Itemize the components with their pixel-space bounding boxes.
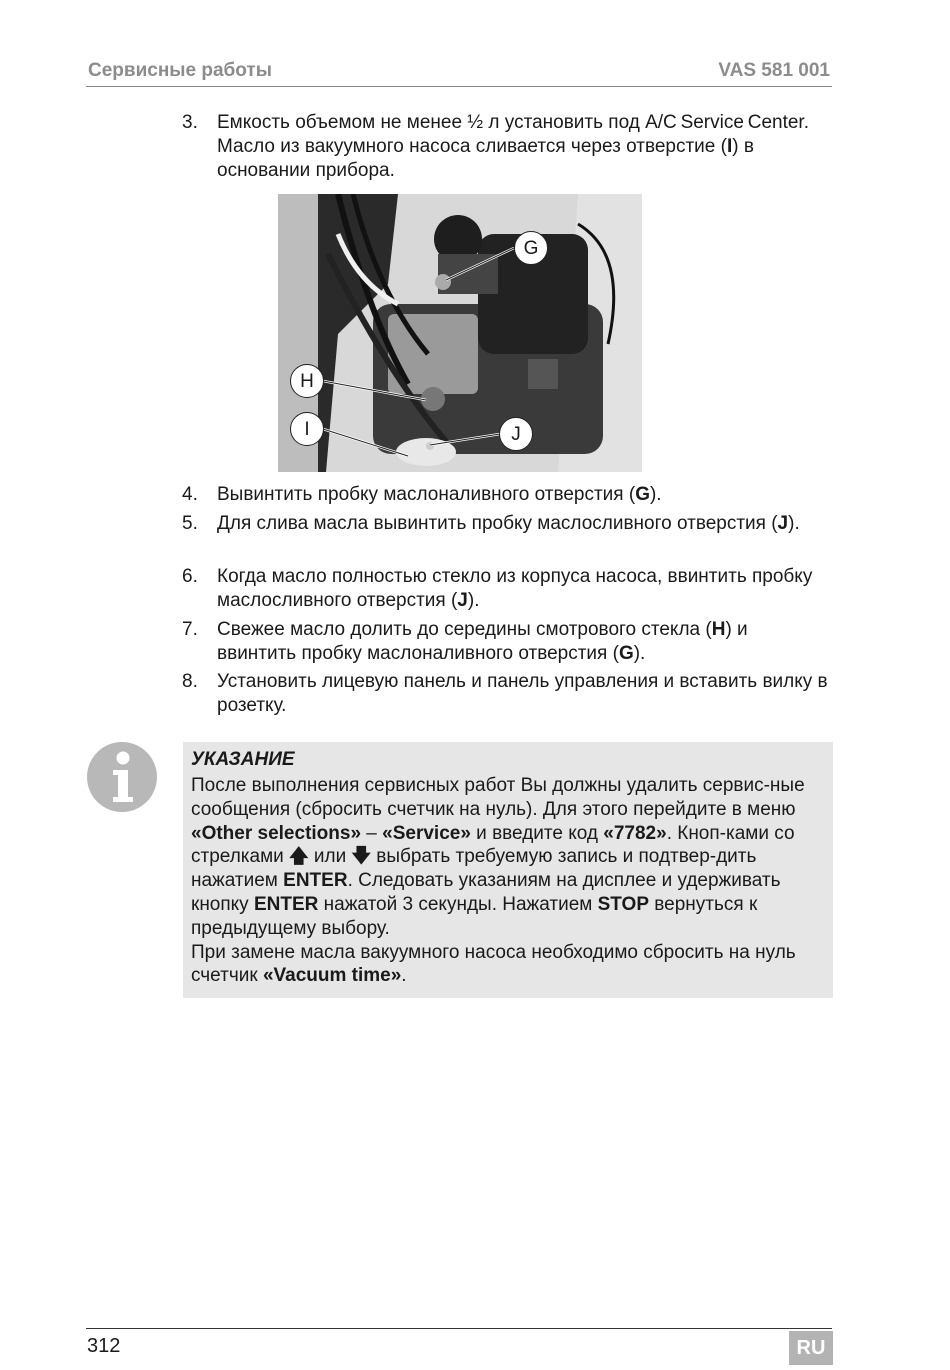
callout-h: H [290,364,324,398]
ref-label: J [777,513,789,534]
note-paragraph: После выполнения сервисных работ Вы должны удалить сервис-ные сообщения (сбросить счетчик на нуль). Для этого перейдите в меню «Other selections» – «Service» и введите код «7782». Кноп-ками со стрелками 🡅 или 🡇 выбрать требуемую запись и подтвер-дить нажатием ENTER. Следовать указаниям на дисплее и удерживать кнопку ENTER нажатой 3 секунды. Нажатием STOP вернуться к предыдущему выбору. [191,775,805,939]
footer-rule [86,1328,832,1329]
step-4 [182,483,832,507]
key-name: STOP [597,893,650,915]
step-text: Установить лицевую панель и панель управления и вставить вилку в розетку. [217,671,828,716]
ref-label: H [711,619,726,640]
page-header [86,60,832,87]
note-title: УКАЗАНИЕ [191,749,295,770]
callout-j: J [499,417,533,451]
service-code: «7782» [603,822,667,844]
step-number: 8. [182,671,198,692]
ref-label: G [618,643,634,664]
note-box [183,742,833,998]
note-text [191,774,827,988]
step-text: Свежее масло долить до середины смотрового стекла (H) и ввинтить пробку маслоналивного отверстия (G). [217,619,748,664]
menu-name: «Service» [382,822,471,844]
arrow-down-icon: 🡇 [351,846,372,868]
section-title: Сервисные работы [88,60,272,81]
step-text: Емкость объемом не менее ½ л установить под A/C Service Center. Масло из вакуумного насоса сливается через отверстие (I) в основании прибора. [217,112,809,181]
language-badge: RU [789,1331,833,1365]
note-paragraph: При замене масла вакуумного насоса необходимо сбросить на нуль счетчик «Vacuum time». [191,941,796,987]
arrow-up-icon: 🡅 [289,846,309,868]
menu-name: «Other selections» [191,822,362,844]
ref-label: G [635,484,650,505]
document-code: VAS 581 001 [718,60,830,81]
step-number: 5. [182,513,198,534]
step-text: Вывинтить пробку маслоналивного отверстия (G). [217,484,662,505]
step-5 [182,512,832,560]
step-6 [182,565,832,613]
step-text: Когда масло полностью стекло из корпуса насоса, ввинтить пробку маслосливного отверстия (J). [217,566,813,611]
step-8 [182,670,832,718]
ref-label: I [726,136,733,157]
step-3 [182,111,832,183]
callout-g: G [514,231,548,265]
page-number: 312 [87,1335,121,1357]
counter-name: «Vacuum time» [262,965,402,987]
pump-photo [278,194,642,472]
ref-label: J [457,590,468,611]
step-number: 3. [182,112,198,133]
step-number: 7. [182,619,198,640]
step-text: Для слива масла вывинтить пробку маслосливного отверстия (J). [217,513,800,534]
key-name: ENTER [283,870,348,892]
step-number: 6. [182,566,198,587]
step-7 [182,618,832,666]
step-number: 4. [182,484,198,505]
key-name: ENTER [253,893,319,915]
callout-i: I [290,412,324,446]
info-icon [86,741,158,813]
